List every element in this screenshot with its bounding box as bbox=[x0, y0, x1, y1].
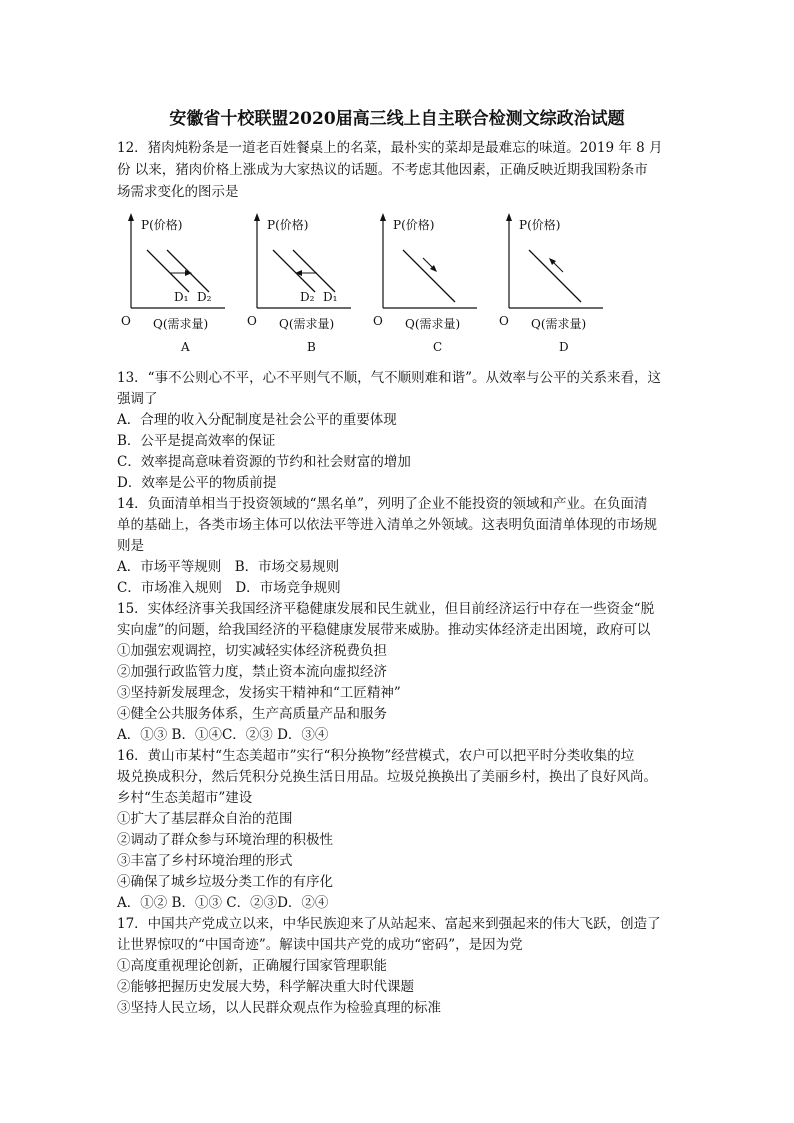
q14-option: C．市场准入规则 D．市场竞争规则 bbox=[117, 580, 341, 596]
demand-graphs bbox=[117, 210, 617, 360]
q13-option: B．公平是提高效率的保证 bbox=[117, 433, 276, 449]
q16-stem-line: 16．黄山市某村“生态美超市”实行“积分换物”经营模式，农户可以把平时分类收集的垃 bbox=[117, 748, 635, 764]
x-axis-label: Q(需求量) bbox=[153, 317, 209, 331]
q15-item: ②加强行政监管力度，禁止资本流向虚拟经济 bbox=[117, 664, 387, 680]
demand-curve-1 bbox=[147, 250, 189, 292]
origin-label: O bbox=[121, 314, 131, 328]
q17-item: ①高度重视理论创新，正确履行国家管理职能 bbox=[117, 958, 387, 974]
curve-label-2: D₂ bbox=[197, 290, 212, 304]
q12-stem-line: 12．猪肉炖粉条是一道老百姓餐桌上的名菜，最朴实的菜却是最难忘的味道。2019 年 8 月 bbox=[117, 140, 663, 156]
demand-curve-2 bbox=[293, 250, 335, 292]
q16-answers: A．①② B．①③ C．②③D．②④ bbox=[117, 895, 329, 911]
q13-option: A．合理的收入分配制度是社会公平的重要体现 bbox=[117, 412, 397, 428]
x-axis-label: Q(需求量) bbox=[531, 317, 587, 331]
graph-caption: D bbox=[559, 340, 569, 354]
curve-label-1: D₁ bbox=[174, 290, 189, 304]
graph-d bbox=[495, 210, 613, 360]
graph-caption: B bbox=[307, 340, 316, 354]
q16-stem-line: 乡村“生态美超市”建设 bbox=[117, 790, 253, 806]
curve-label-1: D₂ bbox=[300, 290, 315, 304]
q16-item: ④确保了城乡垃圾分类工作的有序化 bbox=[117, 874, 333, 890]
x-axis-label: Q(需求量) bbox=[405, 317, 461, 331]
y-axis-arrow bbox=[128, 213, 134, 221]
y-axis-arrow bbox=[254, 213, 260, 221]
q14-stem-line: 则是 bbox=[117, 538, 144, 554]
demand-curve-1 bbox=[273, 250, 315, 292]
demand-curve bbox=[403, 250, 455, 302]
q17-stem-line: 17．中国共产党成立以来，中华民族迎来了从站起来、富起来到强起来的伟大飞跃，创造了 bbox=[117, 916, 661, 932]
graph-c bbox=[369, 210, 487, 360]
q14-stem-line: 单的基础上，各类市场主体可以依法平等进入清单之外领域。这表明负面清单体现的市场规 bbox=[117, 517, 657, 533]
q15-item: ④健全公共服务体系，生产高质量产品和服务 bbox=[117, 706, 387, 722]
origin-label: O bbox=[247, 314, 257, 328]
graph-caption: A bbox=[181, 340, 190, 354]
q15-stem-line: 15．实体经济事关我国经济平稳健康发展和民生就业，但目前经济运行中存在一些资金“脱 bbox=[117, 601, 655, 617]
y-axis-label: P(价格) bbox=[519, 218, 561, 232]
q16-item: ①扩大了基层群众自治的范围 bbox=[117, 811, 293, 827]
origin-label: O bbox=[373, 314, 383, 328]
y-axis-arrow bbox=[380, 213, 386, 221]
q14-option: A．市场平等规则 B．市场交易规则 bbox=[117, 559, 340, 575]
q16-stem-line: 圾兑换成积分，然后凭积分兑换生活日用品。垃圾兑换换出了美丽乡村，换出了良好风尚。 bbox=[117, 769, 657, 785]
q13-stem-line: 13．“事不公则心不平，心不平则气不顺，气不顺则难和谐”。从效率与公平的关系来看，这 bbox=[117, 370, 661, 386]
curve-label-2: D₁ bbox=[323, 290, 338, 304]
graph-a bbox=[117, 210, 235, 360]
q14-stem-line: 14．负面清单相当于投资领域的“黑名单”，列明了企业不能投资的领域和产业。在负面清 bbox=[117, 496, 648, 512]
demand-curve-2 bbox=[167, 250, 209, 292]
x-axis-label: Q(需求量) bbox=[279, 317, 335, 331]
q12-stem-line: 份 以来，猪肉价格上涨成为大家热议的话题。不考虑其他因素，正确反映近期我国粉条市 bbox=[117, 162, 648, 178]
q15-item: ①加强宏观调控，切实减轻实体经济税费负担 bbox=[117, 643, 387, 659]
q15-stem-line: 实向虚”的问题，给我国经济的平稳健康发展带来威胁。推动实体经济走出困境，政府可以 bbox=[117, 622, 651, 638]
graph-caption: C bbox=[433, 340, 443, 354]
graph-b bbox=[243, 210, 361, 360]
page-title: 安徽省十校联盟2020届高三线上自主联合检测文综政治试题 bbox=[169, 109, 625, 129]
q16-item: ③丰富了乡村环境治理的形式 bbox=[117, 853, 293, 869]
y-axis-arrow bbox=[506, 213, 512, 221]
q13-stem-line: 强调了 bbox=[117, 391, 158, 407]
q15-answers: A．①③ B．①④C．②③ D．③④ bbox=[117, 727, 329, 743]
y-axis-label: P(价格) bbox=[141, 218, 183, 232]
q15-item: ③坚持新发展理念，发扬实干精神和“工匠精神” bbox=[117, 685, 401, 701]
q16-item: ②调动了群众参与环境治理的积极性 bbox=[117, 832, 333, 848]
q17-stem-line: 让世界惊叹的“中国奇迹”。解读中国共产党的成功“密码”，是因为党 bbox=[117, 937, 523, 953]
q13-option: C．效率提高意味着资源的节约和社会财富的增加 bbox=[117, 454, 411, 470]
q17-item: ②能够把握历史发展大势，科学解决重大时代课题 bbox=[117, 979, 414, 995]
demand-curve bbox=[529, 250, 581, 302]
origin-label: O bbox=[499, 314, 509, 328]
y-axis-label: P(价格) bbox=[267, 218, 309, 232]
q17-item: ③坚持人民立场，以人民群众观点作为检验真理的标准 bbox=[117, 1000, 441, 1016]
q12-stem-line: 场需求变化的图示是 bbox=[117, 184, 239, 200]
y-axis-label: P(价格) bbox=[393, 218, 435, 232]
q13-option: D．效率是公平的物质前提 bbox=[117, 475, 277, 491]
